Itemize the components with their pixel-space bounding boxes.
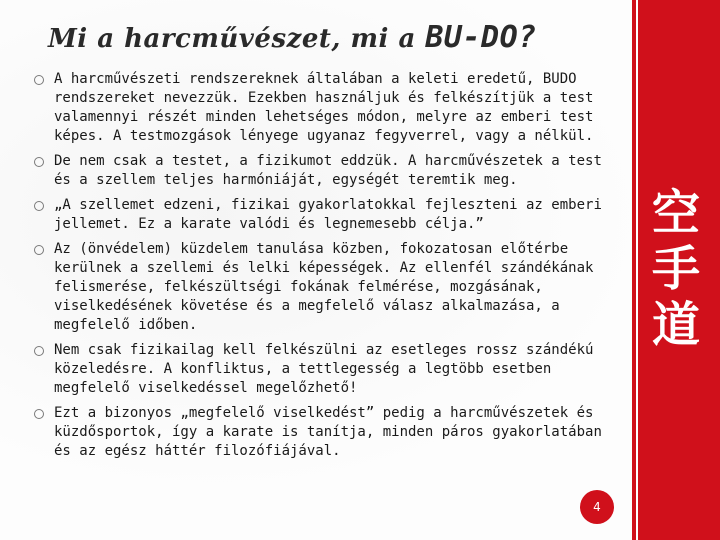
slide-title xyxy=(48,20,628,68)
hollow-circle-icon xyxy=(34,201,44,211)
bullet-text: Ezt a bizonyos „megfelelő viselkedést” pedig a harcművészetek és küzdősportok, így a karate is tanítja, minden páros gyakorlatában és az egész háttér filozófiájával. xyxy=(54,405,602,459)
bullet-item xyxy=(34,240,614,335)
bullet-item xyxy=(34,152,614,190)
bullet-text: Nem csak fizikailag kell felkészülni az esetleges rossz szándékú közeledésre. A konfliktus, a tettlegesség a legtöbb esetben megfelelő viselkedéssel megelőzhető! xyxy=(54,342,594,396)
bullet-item xyxy=(34,404,614,461)
bullet-text: A harcművészeti rendszereknek általában a keleti eredetű, BUDO rendszereket nevezzük. Ezekben használjuk és felkészítjük a test valamennyi részét minden lehetséges módon, melyre az emberi test képes. A testmozgások lényege ugyanaz fegyverrel, vagy a nélkül. xyxy=(54,71,594,144)
kanji-te: 手 xyxy=(651,241,700,297)
hollow-circle-icon xyxy=(34,157,44,167)
hollow-circle-icon xyxy=(34,245,44,255)
bullet-item xyxy=(34,196,614,234)
bullet-text: „A szellemet edzeni, fizikai gyakorlatokkal fejleszteni az emberi jellemet. Ez a karate valódi és legnemesebb célja.” xyxy=(54,197,602,232)
kanji-kara: 空 xyxy=(651,185,700,241)
hollow-circle-icon xyxy=(34,346,44,356)
title-main: Mi a harcművészet, mi a xyxy=(48,24,426,54)
bullet-text: Az (önvédelem) küzdelem tanulása közben, fokozatosan előtérbe kerülnek a szellemi és lelki képességek. Az ellenfél szándékának felismerése, felkészültségi fokának felmérése, mozgásának, viselkedésének követése és a megfelelő válasz alkalmazása, a megfelelő időben. xyxy=(54,241,594,333)
bullet-item xyxy=(34,341,614,398)
kanji-do: 道 xyxy=(651,297,700,353)
bullet-item xyxy=(34,70,614,146)
page-number: 4 xyxy=(580,490,614,524)
bullet-text: De nem csak a testet, a fizikumot eddzük. A harcművészetek a test és a szellem teljes harmóniáját, egységét teremtik meg. xyxy=(54,153,602,188)
karate-do-kanji xyxy=(638,185,714,353)
hollow-circle-icon xyxy=(34,409,44,419)
bullet-list xyxy=(34,70,614,467)
title-budo: BU-DO? xyxy=(425,20,537,55)
hollow-circle-icon xyxy=(34,75,44,85)
